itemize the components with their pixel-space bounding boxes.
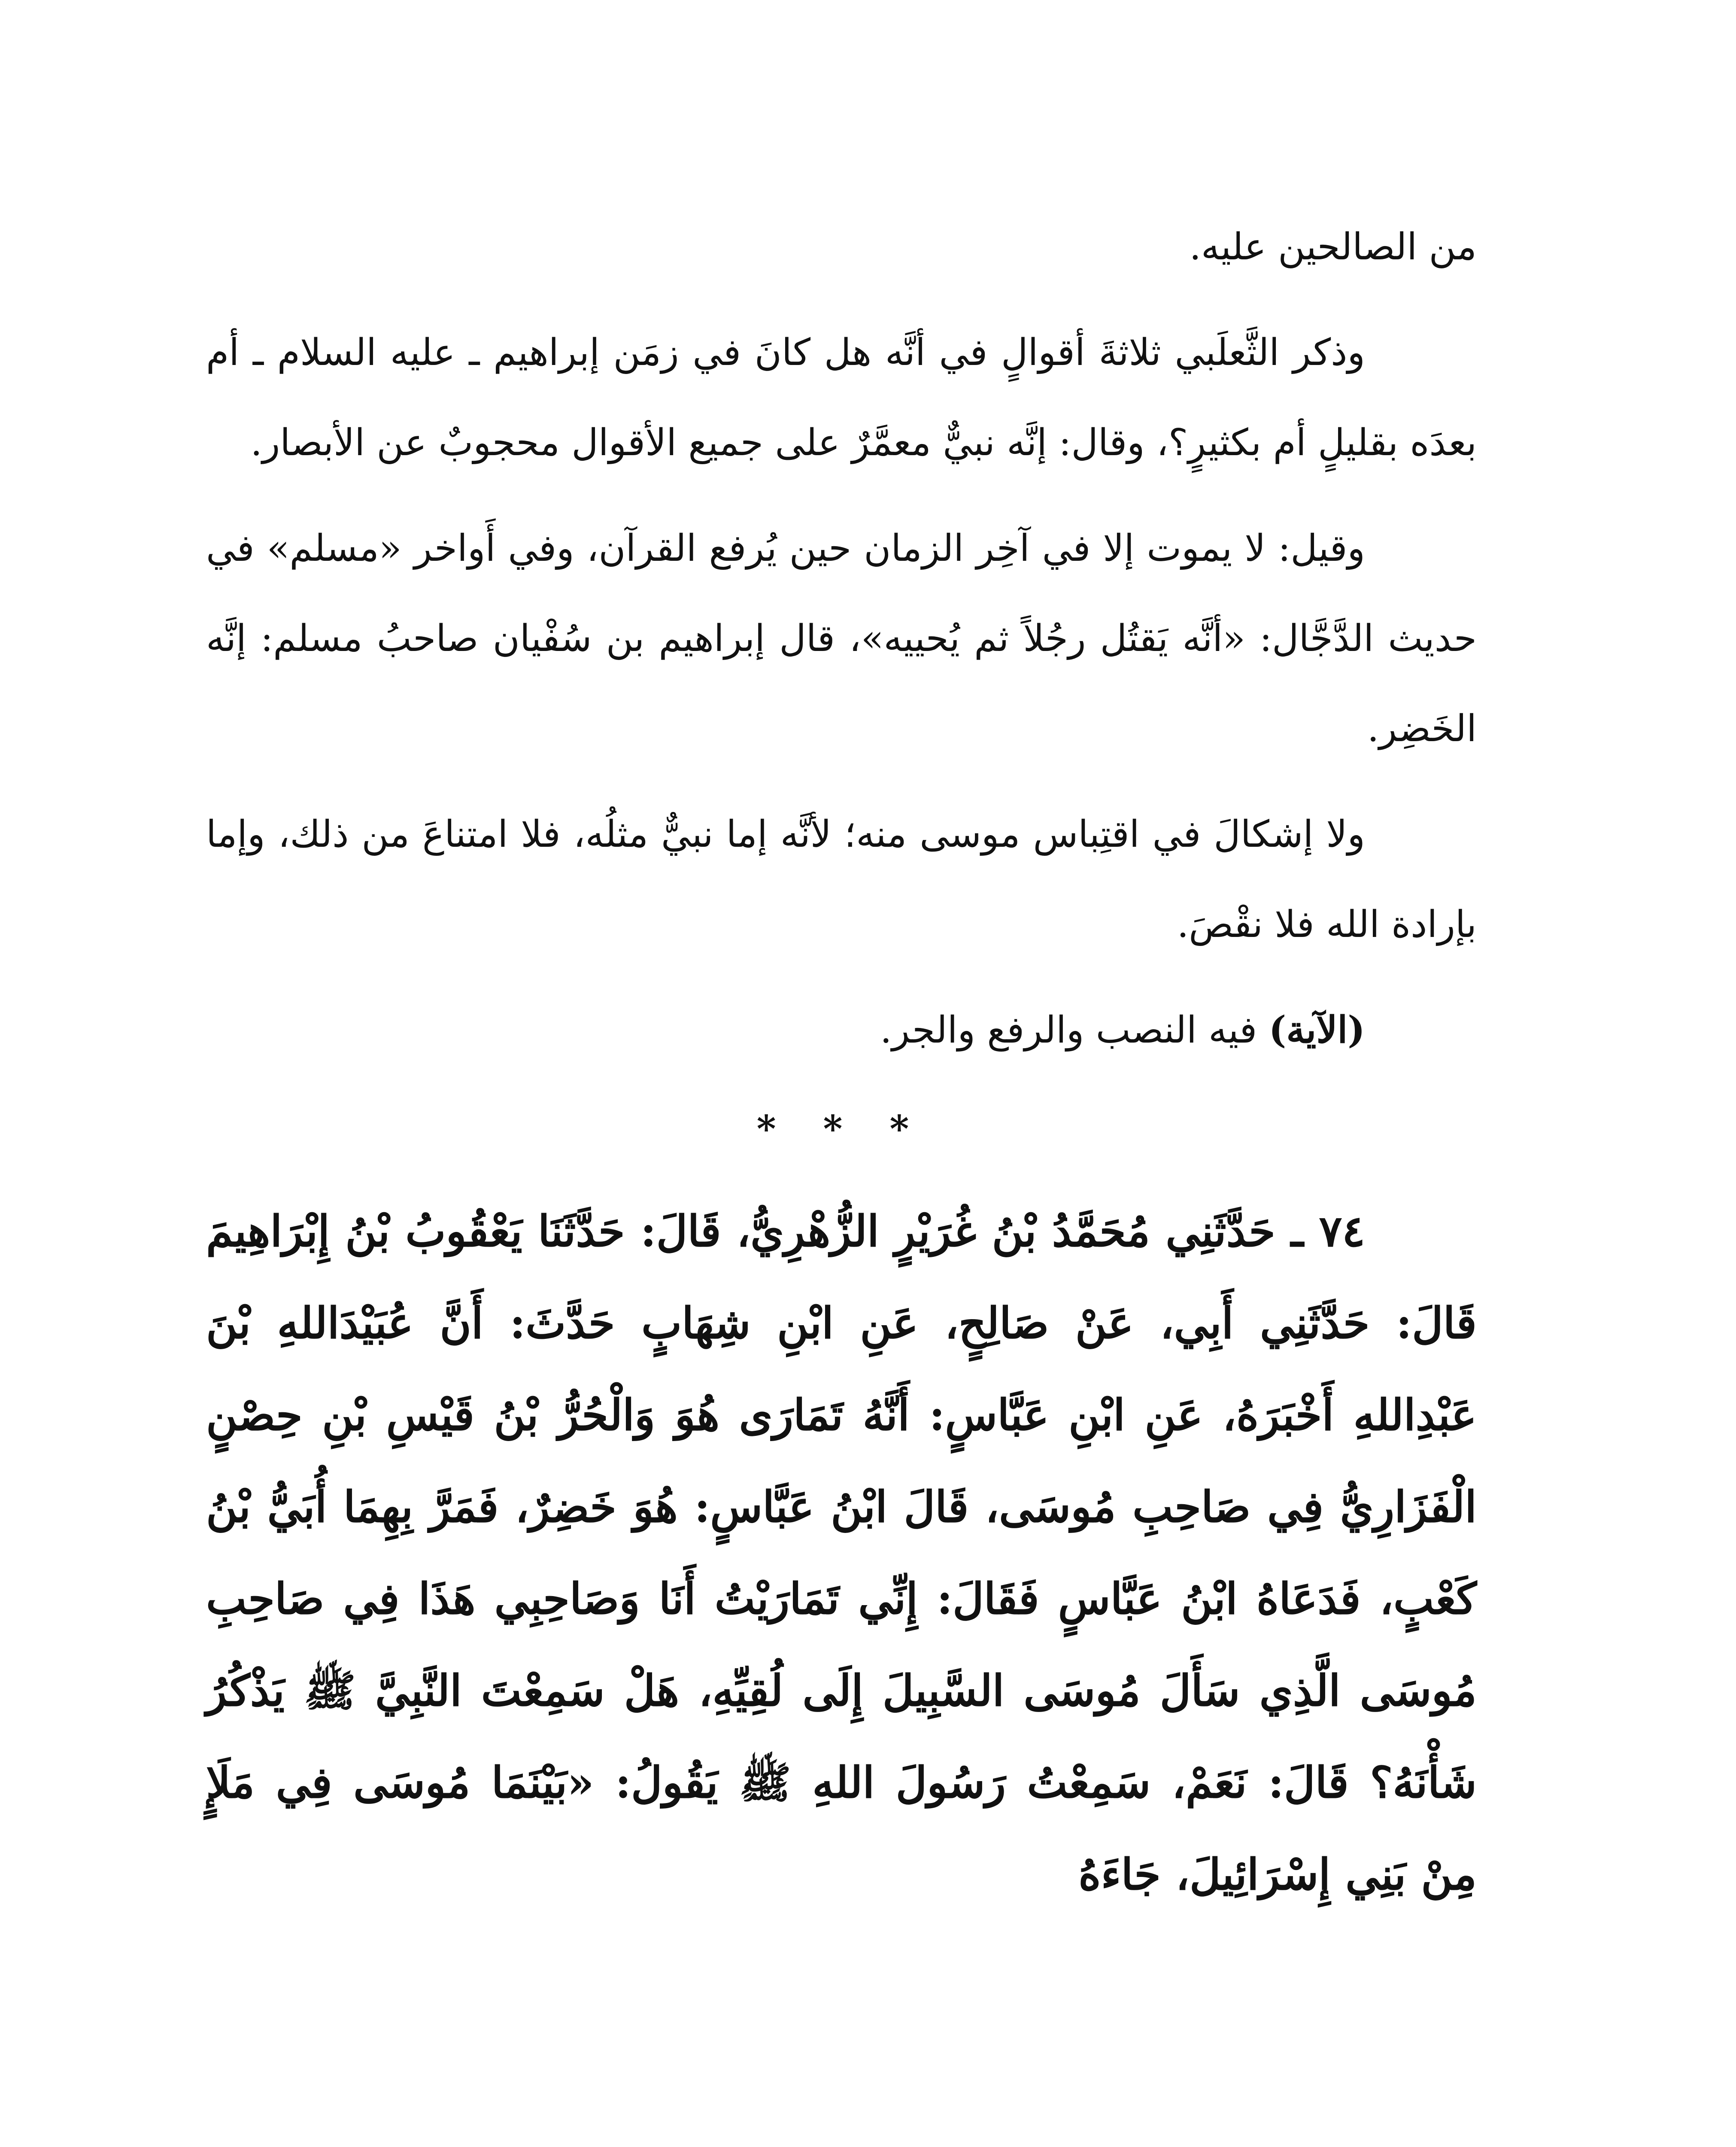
verse-label: (الآية) xyxy=(1269,1008,1365,1052)
commentary-paragraph-5 xyxy=(206,985,1477,1075)
commentary-paragraph-4: ولا إشكالَ في اقتِباس موسى منه؛ لأنَّه إما نبيٌّ مثلُه، فلا امتناعَ من ذلك، وإما بإرادة الله فلا نقْصَ. xyxy=(206,813,1477,946)
hadith-text: ٧٤ ـ حَدَّثَنِي مُحَمَّدُ بْنُ غُرَيْرٍ الزُّهْرِيُّ، قَالَ: حَدَّثَنَا يَعْقُوبُ بْنُ إِبْرَاهِيمَ قَالَ: حَدَّثَنِي أَبِي، عَنْ صَالِحٍ، عَنِ ابْنِ شِهَابٍ حَدَّثَ: أَنَّ عُبَيْدَاللهِ بْنَ عَبْدِاللهِ أَخْبَرَهُ، عَنِ ابْنِ عَبَّاسٍ: أَنَّهُ تَمَارَى هُوَ وَالْحُرُّ بْنُ قَيْسِ بْنِ حِصْنٍ الْفَزَارِيُّ فِي صَاحِبِ مُوسَى، قَالَ ابْنُ عَبَّاسٍ: هُوَ خَضِرٌ، فَمَرَّ بِهِمَا أُبَيُّ بْنُ كَعْبٍ، فَدَعَاهُ ابْنُ عَبَّاسٍ فَقَالَ: إِنِّي تَمَارَيْتُ أَنَا وَصَاحِبِي هَذَا فِي صَاحِبِ مُوسَى الَّذِي سَأَلَ مُوسَى السَّبِيلَ إِلَى لُقِيِّهِ، هَلْ سَمِعْتَ النَّبِيَّ ﷺ يَذْكُرُ شَأْنَهُ؟ قَالَ: نَعَمْ، سَمِعْتُ رَسُولَ اللهِ ﷺ يَقُولُ: «بَيْنَمَا مُوسَى فِي مَلَإٍ مِنْ بَنِي إِسْرَائِيلَ، جَاءَهُ xyxy=(206,1206,1477,1900)
commentary-paragraph-3: وقيل: لا يموت إلا في آخِر الزمان حين يُرفع القرآن، وفي أَواخر «مسلم» في حديث الدَّجَّال: «أنَّه يَقتُل رجُلاً ثم يُحييه»، قال إبراهيم بن سُفْيان صاحبُ مسلم: إنَّه الخَضِر. xyxy=(206,527,1477,750)
commentary-paragraph-1: من الصالحين عليه. xyxy=(1189,225,1477,268)
commentary-paragraph-2: وذكر الثَّعلَبي ثلاثةَ أقوالٍ في أنَّه هل كانَ في زمَن إبراهيم ـ عليه السلام ـ أم بعدَه بقليلٍ أم بكثيرٍ؟، وقال: إنَّه نبيٌّ معمَّرٌ على جميع الأقوال محجوبٌ عن الأبصار. xyxy=(206,331,1477,464)
commentary-section xyxy=(206,202,1477,1075)
page-body xyxy=(206,202,1477,2147)
commentary-paragraph-5-text: فيه النصب والرفع والجر. xyxy=(880,1009,1257,1052)
section-separator: * * * xyxy=(756,1107,926,1151)
